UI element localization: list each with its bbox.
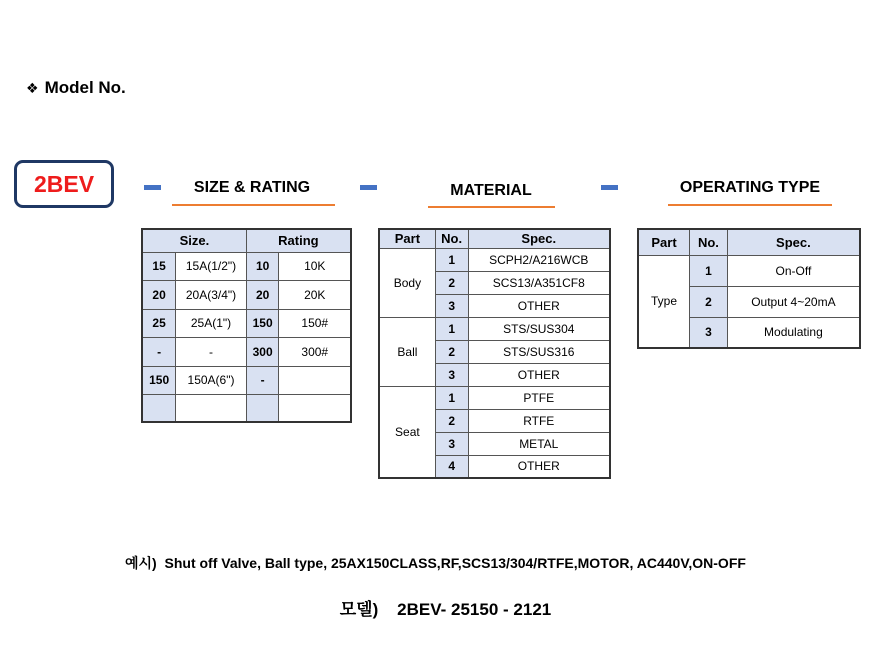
operating-type-table	[637, 228, 861, 349]
diamond-bullet-icon: ❖	[26, 80, 39, 96]
example-text: Shut off Valve, Ball type, 25AX150CLASS,RF,SCS13/304/RTFE,MOTOR, AC440V,ON-OFF	[164, 555, 746, 571]
section-title-material: MATERIAL	[450, 182, 532, 199]
size-code: 25	[142, 309, 176, 337]
table-row	[142, 252, 351, 280]
size-rating-table	[141, 228, 352, 423]
model-label: 모델)	[339, 600, 379, 619]
rating-value	[279, 366, 351, 394]
item-spec: STS/SUS304	[468, 317, 610, 340]
table-row	[142, 337, 351, 366]
item-no: 4	[435, 455, 468, 478]
rating-value	[279, 394, 351, 422]
item-no: 1	[435, 248, 468, 271]
dash-separator-1	[144, 185, 161, 190]
example-line	[125, 553, 746, 573]
example-label: 예시)	[125, 555, 157, 571]
rating-value: 300#	[279, 337, 351, 366]
item-spec: STS/SUS316	[468, 340, 610, 363]
size-code: 15	[142, 252, 176, 280]
table-row	[379, 386, 610, 409]
rating-code: 20	[246, 280, 279, 309]
item-no: 1	[435, 386, 468, 409]
item-spec: SCS13/A351CF8	[468, 271, 610, 294]
part-header: Part	[638, 229, 690, 255]
table-row	[142, 280, 351, 309]
item-no: 2	[435, 271, 468, 294]
size-code: 20	[142, 280, 176, 309]
no-header: No.	[435, 229, 468, 248]
table-row	[142, 309, 351, 337]
section-title-size: SIZE & RATING	[193, 179, 311, 196]
size-value: 150A(6")	[176, 366, 247, 394]
rating-value: 20K	[279, 280, 351, 309]
table-row	[638, 255, 860, 286]
heading-text: Model No.	[44, 78, 126, 97]
rating-code	[246, 394, 279, 422]
item-spec: METAL	[468, 432, 610, 455]
rating-value: 10K	[279, 252, 351, 280]
item-spec: RTFE	[468, 409, 610, 432]
section-title-operating: OPERATING TYPE	[679, 179, 821, 196]
item-spec: SCPH2/A216WCB	[468, 248, 610, 271]
rating-value: 150#	[279, 309, 351, 337]
no-header: No.	[690, 229, 728, 255]
model-line	[0, 595, 891, 620]
item-spec: Output 4~20mA	[727, 286, 860, 317]
item-no: 3	[435, 432, 468, 455]
rating-header: Rating	[246, 229, 351, 252]
spec-header: Spec.	[727, 229, 860, 255]
item-no: 3	[435, 363, 468, 386]
section-underline-operating	[668, 204, 832, 206]
item-spec: On-Off	[727, 255, 860, 286]
size-code: 150	[142, 366, 176, 394]
table-row	[142, 394, 351, 422]
part-header: Part	[379, 229, 435, 248]
part-label: Type	[638, 255, 690, 348]
size-code	[142, 394, 176, 422]
item-no: 2	[435, 340, 468, 363]
rating-code: 150	[246, 309, 279, 337]
size-value: -	[176, 337, 247, 366]
table-row	[379, 317, 610, 340]
item-spec: OTHER	[468, 294, 610, 317]
model-code: 2BEV	[33, 170, 95, 197]
item-spec: PTFE	[468, 386, 610, 409]
item-no: 1	[690, 255, 728, 286]
dash-separator-3	[601, 185, 618, 190]
item-no: 2	[435, 409, 468, 432]
model-code-example: 2BEV- 25150 - 2121	[397, 600, 552, 619]
size-value: 25A(1")	[176, 309, 247, 337]
part-label: Body	[379, 248, 435, 317]
dash-separator-2	[360, 185, 377, 190]
page-heading	[26, 78, 126, 98]
size-header: Size.	[142, 229, 246, 252]
size-value: 20A(3/4")	[176, 280, 247, 309]
section-underline-material	[428, 206, 555, 208]
size-value	[176, 394, 247, 422]
item-spec: OTHER	[468, 455, 610, 478]
part-label: Seat	[379, 386, 435, 478]
rating-code: 10	[246, 252, 279, 280]
size-code: -	[142, 337, 176, 366]
item-no: 1	[435, 317, 468, 340]
item-no: 3	[690, 317, 728, 348]
size-value: 15A(1/2")	[176, 252, 247, 280]
rating-code: -	[246, 366, 279, 394]
item-spec: OTHER	[468, 363, 610, 386]
model-code-box	[14, 160, 114, 208]
section-underline-size	[172, 204, 335, 206]
table-row	[379, 248, 610, 271]
table-row	[142, 366, 351, 394]
part-label: Ball	[379, 317, 435, 386]
item-no: 2	[690, 286, 728, 317]
item-spec: Modulating	[727, 317, 860, 348]
item-no: 3	[435, 294, 468, 317]
spec-header: Spec.	[468, 229, 610, 248]
material-table	[378, 228, 611, 479]
rating-code: 300	[246, 337, 279, 366]
